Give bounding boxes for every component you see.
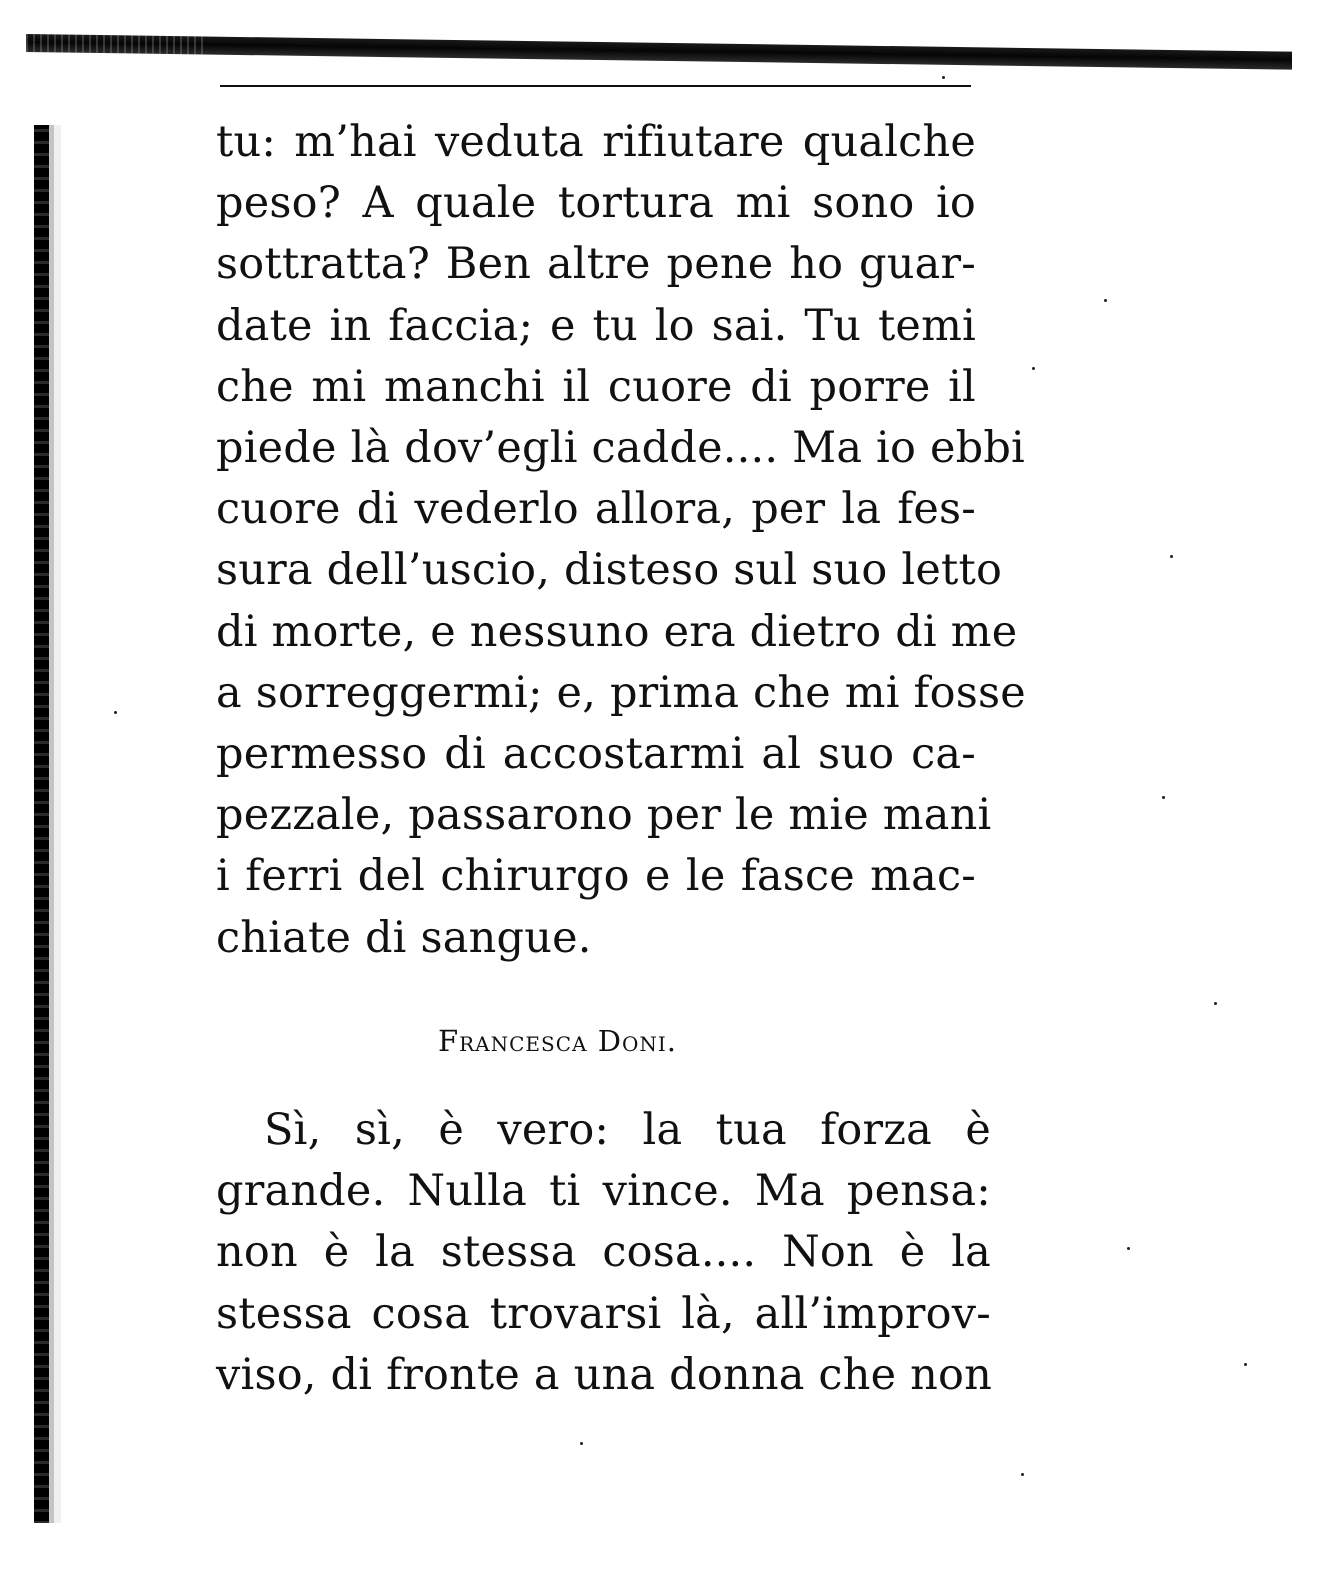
scan-speck	[1162, 796, 1165, 799]
scan-speck	[1021, 1473, 1024, 1476]
scan-top-edge	[26, 34, 1292, 70]
paragraph-1-line-7: cuore di vederlo allora, per la fes-	[216, 484, 976, 535]
paragraph-1-line-6: piede là dov’egli cadde.... Ma io ebbi	[216, 423, 1025, 474]
paragraph-1-line-1: tu: m’hai veduta rifiutare qualche	[216, 117, 976, 167]
paragraph-2-line-3: non è la stessa cosa.... Non è la	[216, 1227, 991, 1278]
paragraph-1-line-2: peso? A quale tortura mi sono io	[216, 178, 976, 229]
paragraph-1-line-13: i ferri del chirurgo e le fasce mac-	[216, 851, 976, 902]
paragraph-1-line-9: di morte, e nessuno era dietro di me	[216, 606, 1018, 657]
paragraph-1-line-12: pezzale, passarono per le mie mani	[216, 790, 992, 841]
paragraph-2	[216, 1100, 991, 1406]
paragraph-1-line-10: a sorreggermi; e, prima che mi fosse	[216, 667, 1026, 718]
scan-speck	[1214, 1002, 1217, 1005]
speaker-name: Francesca Doni.	[438, 1024, 677, 1058]
scan-speck	[1127, 1247, 1130, 1250]
paragraph-1-line-3: sottratta? Ben altre pene ho guar-	[216, 239, 976, 290]
paragraph-2-line-2: grande. Nulla ti vince. Ma pensa:	[216, 1166, 991, 1217]
paragraph-2-line-4: stessa cosa trovarsi là, all’improv-	[216, 1288, 991, 1339]
paragraph-1-line-14: chiate di sangue.	[216, 912, 592, 963]
paragraph-1-line-5: che mi manchi il cuore di porre il	[216, 361, 976, 412]
paragraph-2-line-1: Sì, sì, è vero: la tua forza è	[264, 1105, 991, 1155]
scan-speck	[1244, 1363, 1247, 1366]
paragraph-2-line-5: viso, di fronte a una donna che non	[216, 1349, 993, 1400]
scan-speck	[1104, 299, 1107, 302]
scan-speck	[1170, 555, 1173, 558]
running-head-rule	[220, 85, 971, 87]
scan-speck	[942, 76, 945, 79]
left-binding-edge	[34, 125, 49, 1523]
paragraph-1-line-8: sura dell’uscio, disteso sul suo letto	[216, 545, 1003, 596]
scan-speck	[1032, 367, 1035, 370]
paragraph-1-line-4: date in faccia; e tu lo sai. Tu temi	[216, 300, 976, 351]
paragraph-1	[216, 112, 1026, 969]
paragraph-1-line-11: permesso di accostarmi al suo ca-	[216, 729, 976, 780]
scan-speck	[114, 711, 117, 714]
scan-speck	[580, 1442, 583, 1445]
